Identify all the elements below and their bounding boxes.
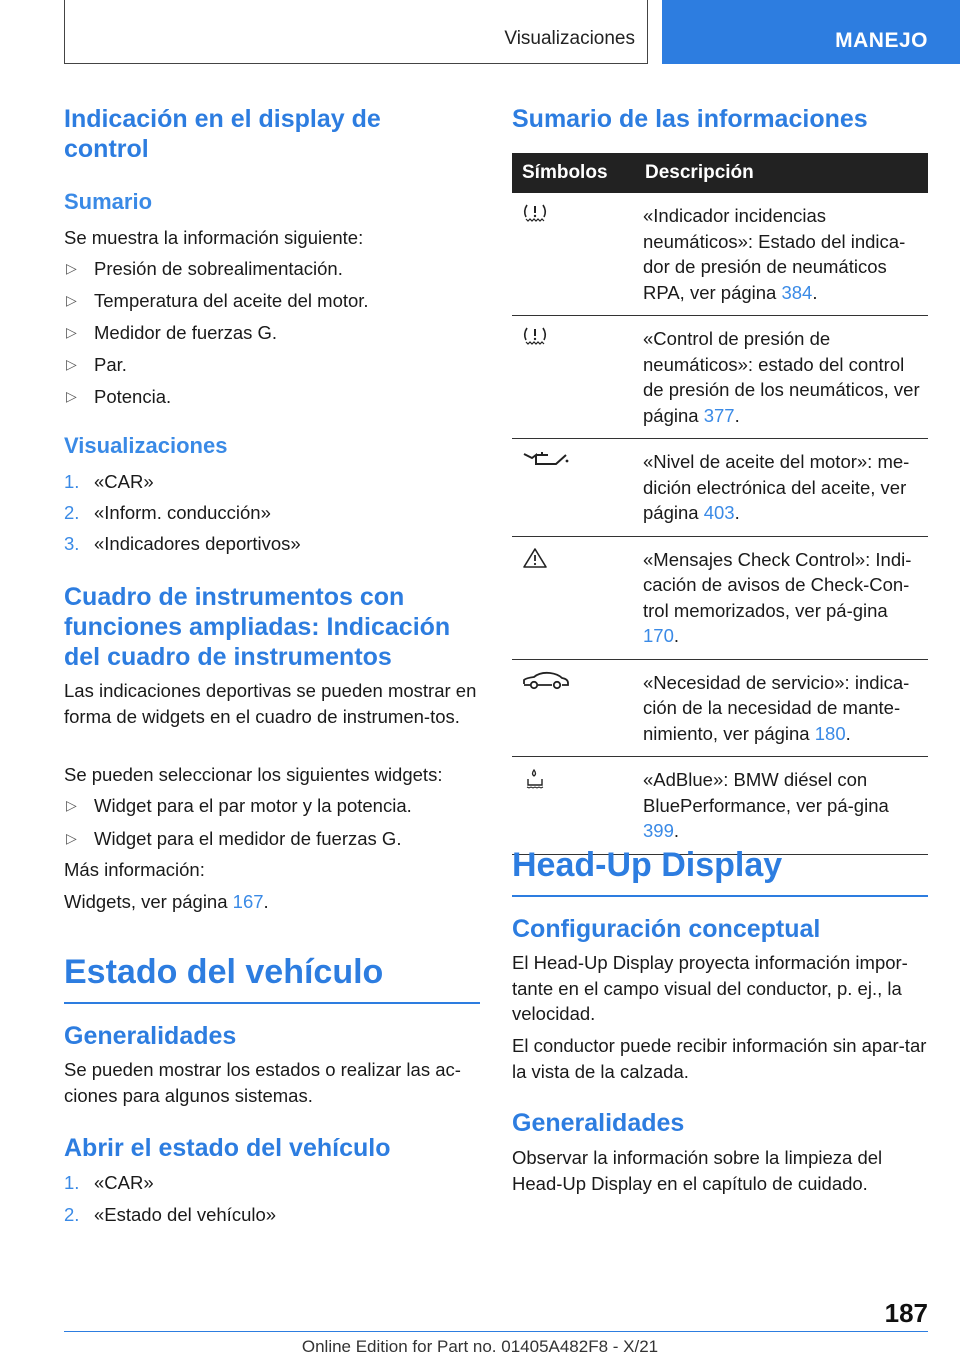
table-row (512, 193, 928, 316)
triangle-bullet-icon: ▷ (66, 356, 77, 372)
page-link[interactable]: 399 (643, 820, 674, 841)
list-item: 1. «CAR» (64, 1172, 154, 1193)
table-row (512, 536, 928, 659)
page-link[interactable]: 403 (703, 502, 735, 523)
heading-generalidades: Generalidades (64, 1022, 237, 1050)
header-chapter-tab[interactable] (662, 0, 960, 64)
heading-sumario-informaciones: Sumario de las informaciones (512, 105, 868, 133)
heading-estado: Estado del vehículo (64, 952, 480, 1004)
list-item: ▷ Temperatura del aceite del motor. (66, 290, 369, 311)
config-paragraph-1: El Head-Up Display proyecta información impor-tante en el campo visual del conductor, p. ej., la velocidad. (512, 952, 908, 1024)
table-header-symbols: Símbolos (512, 153, 643, 193)
table-cell-description: «Indicador incidencias neumáticos»: Estado del indica-dor de presión de neumáticos RPA, ver página 384. (643, 193, 928, 316)
visualizaciones-list (64, 469, 480, 556)
list-item: ▷ Potencia. (66, 386, 172, 407)
car-service-icon (522, 670, 570, 692)
symbols-table (512, 153, 928, 855)
table-header-description: Descripción (643, 153, 928, 193)
list-item: ▷ Widget para el par motor y la potencia. (66, 795, 412, 816)
page-number: 187 (884, 1298, 928, 1328)
list-item: 2. «Estado del vehículo» (64, 1204, 277, 1225)
cuadro-paragraph-2: Se pueden seleccionar los siguientes widgets: (64, 764, 443, 785)
page-link[interactable]: 180 (814, 722, 846, 744)
heading-sumario: Sumario (64, 189, 153, 214)
page-link[interactable]: 167 (232, 891, 264, 912)
table-cell-description: «Necesidad de servicio»: indica-ción de la necesidad de mante-nimiento, ver página 180. (643, 659, 928, 757)
oil-can-icon (522, 449, 570, 471)
triangle-bullet-icon: ▷ (66, 324, 77, 340)
heading-configuracion: Configuración conceptual (512, 915, 821, 943)
abrir-list (64, 1170, 480, 1227)
heading-indicacion: Indicación en el display de control (64, 105, 381, 163)
heading-generalidades-2: Generalidades (512, 1109, 685, 1137)
table-cell-description: «Nivel de aceite del motor»: me-dición electrónica del aceite, ver página 403. (643, 439, 928, 537)
header-section-box (64, 0, 648, 64)
config-paragraph-2: El conductor puede recibir información sin apar-tar la vista de la calzada. (512, 1035, 927, 1082)
sumario-list (64, 256, 480, 409)
page-link[interactable]: 384 (781, 281, 813, 303)
triangle-bullet-icon: ▷ (66, 830, 77, 846)
table-row (512, 659, 928, 757)
tire-pressure-icon (522, 326, 548, 346)
warning-triangle-icon (522, 547, 548, 569)
table-cell-description: «Control de presión de neumáticos»: estado del control de presión de los neumáticos, ver página 377. (643, 316, 928, 439)
widgets-list (64, 793, 480, 851)
mas-info-label: Más información: (64, 859, 205, 880)
tire-pressure-icon (522, 203, 548, 223)
header-chapter-label: MANEJO (835, 29, 928, 52)
heading-cuadro: Cuadro de instrumentos con funciones ampliadas: Indicación del cuadro de instrumentos (64, 583, 451, 671)
table-cell-description: «Mensajes Check Control»: Indi-cación de avisos de Check-Con-trol memorizados, ver pá-gina 170. (643, 536, 928, 659)
list-item: 3. «Indicadores deportivos» (64, 533, 301, 554)
triangle-bullet-icon: ▷ (66, 260, 77, 276)
widgets-reference: Widgets, ver página 167. (64, 891, 269, 912)
sumario-intro: Se muestra la información siguiente: (64, 227, 364, 248)
list-item: ▷ Par. (66, 354, 127, 375)
triangle-bullet-icon: ▷ (66, 388, 77, 404)
table-row (512, 757, 928, 855)
list-item: 1. «CAR» (64, 471, 154, 492)
footer-edition: Online Edition for Part no. 01405A482F8 - X/21 (301, 1337, 659, 1356)
generalidades-paragraph: Se pueden mostrar los estados o realizar las ac-ciones para algunos sistemas. (64, 1059, 461, 1106)
list-item: ▷ Widget para el medidor de fuerzas G. (66, 828, 402, 849)
table-row (512, 316, 928, 439)
list-item: ▷ Medidor de fuerzas G. (66, 322, 278, 343)
table-cell-description: «AdBlue»: BMW diésel con BluePerformance, ver pá-gina 399. (643, 757, 928, 855)
adblue-icon (522, 767, 548, 789)
heading-headup-display: Head-Up Display (512, 845, 928, 897)
generalidades-2-paragraph: Observar la información sobre la limpieza del Head-Up Display en el capítulo de cuidado. (512, 1147, 883, 1194)
triangle-bullet-icon: ▷ (66, 797, 77, 813)
list-item: 2. «Inform. conducción» (64, 502, 271, 523)
heading-visualizaciones: Visualizaciones (64, 433, 228, 458)
header-section-title: Visualizaciones (504, 28, 635, 49)
page-link[interactable]: 170 (643, 625, 674, 646)
heading-abrir-estado: Abrir el estado del vehículo (64, 1134, 391, 1162)
triangle-bullet-icon: ▷ (66, 292, 77, 308)
table-row (512, 439, 928, 537)
cuadro-paragraph-1: Las indicaciones deportivas se pueden mostrar en forma de widgets en el cuadro de instrumen-tos. (64, 680, 477, 727)
footer-divider (64, 1331, 928, 1332)
list-item: ▷ Presión de sobrealimentación. (66, 258, 343, 279)
page-link[interactable]: 377 (703, 404, 735, 426)
